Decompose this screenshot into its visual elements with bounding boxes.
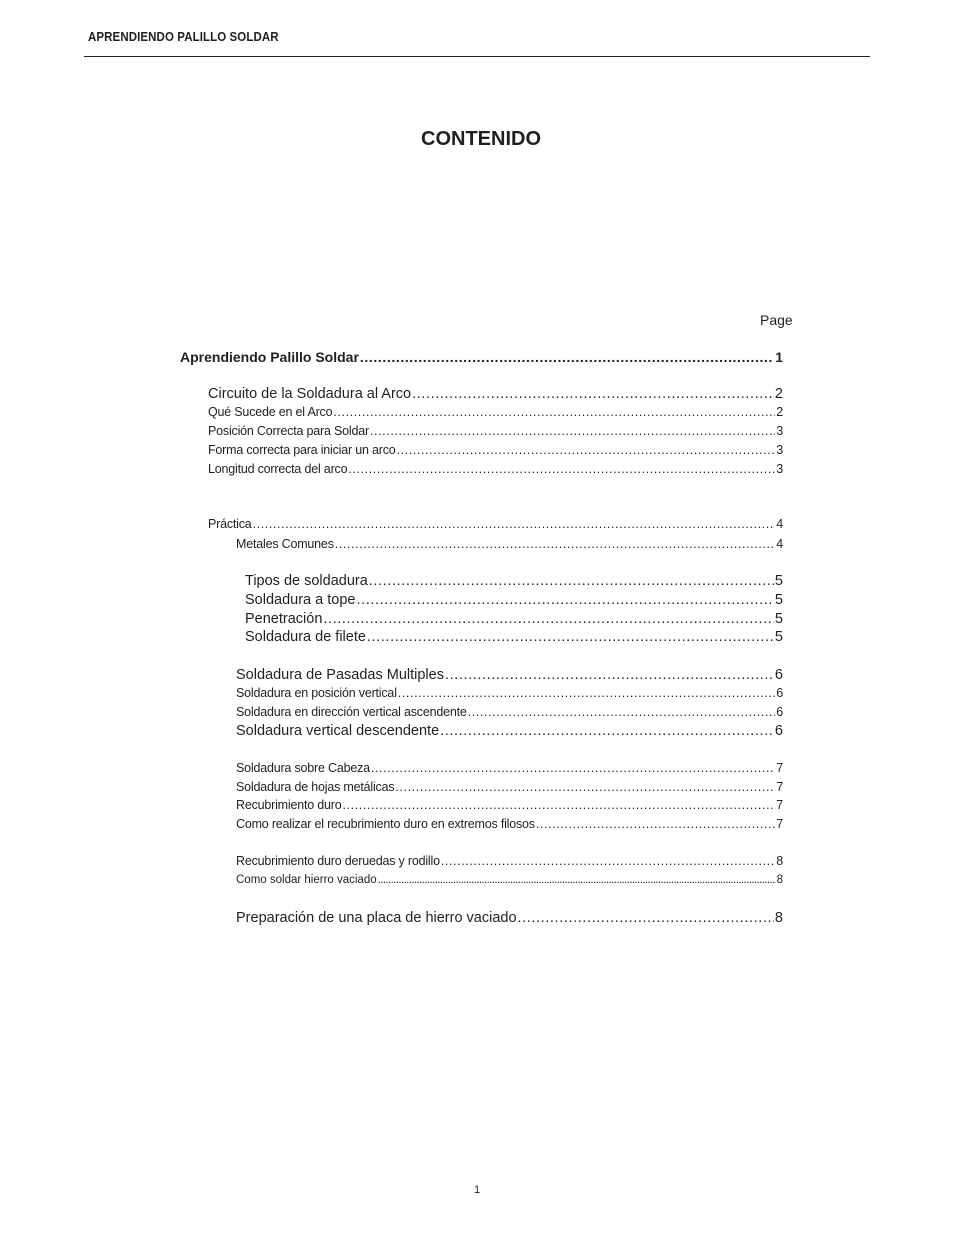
dot-leader bbox=[395, 780, 775, 794]
toc-entry[interactable] bbox=[180, 349, 783, 365]
dot-leader bbox=[398, 686, 775, 700]
toc-entry-label: Recubrimiento duro bbox=[236, 798, 342, 812]
toc-entry-label: Soldadura a tope bbox=[245, 592, 356, 608]
toc-entry[interactable] bbox=[245, 573, 783, 589]
dot-leader bbox=[441, 854, 775, 868]
toc-entry[interactable] bbox=[208, 517, 783, 531]
toc-entry-label: Soldadura vertical descendente bbox=[236, 723, 440, 739]
toc-entry-label: Soldadura de Pasadas Multiples bbox=[236, 667, 444, 683]
toc-entry[interactable] bbox=[236, 667, 783, 683]
toc-entry-label: Penetración bbox=[245, 611, 323, 627]
toc-entry-page: 5 bbox=[774, 629, 783, 645]
toc-entry-page: 6 bbox=[776, 705, 783, 719]
dot-leader bbox=[518, 910, 774, 926]
toc-entry[interactable] bbox=[236, 874, 783, 886]
toc-entry-label: Como soldar hierro vaciado bbox=[236, 874, 377, 886]
toc-entry[interactable] bbox=[236, 817, 783, 831]
toc-entry[interactable] bbox=[245, 611, 783, 627]
toc-entry-page: 3 bbox=[776, 424, 783, 438]
toc-entry-page: 8 bbox=[776, 874, 783, 886]
page-column-label: Page bbox=[760, 312, 793, 328]
footer-page-number: 1 bbox=[473, 1184, 481, 1196]
dot-leader bbox=[468, 705, 776, 719]
toc-entry[interactable] bbox=[236, 723, 783, 739]
toc-entry[interactable] bbox=[236, 798, 783, 812]
toc-entry[interactable] bbox=[208, 462, 783, 476]
toc-entry[interactable] bbox=[236, 780, 783, 794]
toc-entry-page: 5 bbox=[774, 592, 783, 608]
toc-entry-label: Soldadura de hojas metálicas bbox=[236, 780, 395, 794]
dot-leader bbox=[536, 817, 775, 831]
toc-entry[interactable] bbox=[208, 405, 783, 419]
toc-entry-label: Metales Comunes bbox=[236, 537, 334, 551]
toc-entry-label: Soldadura de filete bbox=[245, 629, 366, 645]
dot-leader bbox=[333, 405, 775, 419]
toc-entry[interactable] bbox=[245, 629, 783, 645]
toc-entry-label: Circuito de la Soldadura al Arco bbox=[208, 386, 412, 402]
toc-entry-page: 8 bbox=[776, 854, 783, 868]
dot-leader bbox=[367, 629, 774, 645]
dot-leader bbox=[440, 723, 774, 739]
dot-leader bbox=[371, 761, 775, 775]
toc-entry-page: 7 bbox=[776, 798, 783, 812]
document-title: CONTENIDO bbox=[421, 128, 541, 150]
dot-leader bbox=[348, 462, 775, 476]
toc-entry[interactable] bbox=[236, 910, 783, 926]
toc-entry-page: 5 bbox=[774, 611, 783, 627]
toc-entry-label: Soldadura en dirección vertical ascendente bbox=[236, 705, 467, 719]
toc-entry-label: Recubrimiento duro deruedas y rodillo bbox=[236, 854, 440, 868]
toc-entry-page: 6 bbox=[774, 667, 783, 683]
toc-entry-page: 1 bbox=[775, 349, 783, 365]
toc-entry-label: Posición Correcta para Soldar bbox=[208, 424, 369, 438]
toc-entry-label: Qué Sucede en el Arco bbox=[208, 405, 333, 419]
dot-leader bbox=[412, 386, 774, 402]
toc-entry-label: Aprendiendo Palillo Soldar bbox=[180, 349, 359, 365]
toc-entry[interactable] bbox=[208, 424, 783, 438]
toc-entry-page: 5 bbox=[774, 573, 783, 589]
dot-leader bbox=[356, 592, 773, 608]
toc-entry-page: 4 bbox=[776, 537, 783, 551]
dot-leader bbox=[370, 424, 775, 438]
toc-entry-page: 7 bbox=[776, 761, 783, 775]
dot-leader bbox=[335, 537, 775, 551]
toc-entry-label: Preparación de una placa de hierro vaciado bbox=[236, 910, 517, 926]
toc-entry[interactable] bbox=[208, 443, 783, 457]
toc-entry-page: 3 bbox=[776, 443, 783, 457]
dot-leader bbox=[323, 611, 774, 627]
toc-entry-label: Soldadura sobre Cabeza bbox=[236, 761, 370, 775]
toc-entry-page: 2 bbox=[776, 405, 783, 419]
dot-leader bbox=[378, 874, 776, 886]
toc-entry-label: Tipos de soldadura bbox=[245, 573, 368, 589]
dot-leader bbox=[369, 573, 774, 589]
toc-entry[interactable] bbox=[236, 705, 783, 719]
toc-entry-page: 4 bbox=[776, 517, 783, 531]
toc-entry-label: Práctica bbox=[208, 517, 252, 531]
dot-leader bbox=[253, 517, 776, 531]
dot-leader bbox=[360, 349, 774, 365]
toc-entry-page: 6 bbox=[776, 686, 783, 700]
toc-entry[interactable] bbox=[236, 686, 783, 700]
toc-entry-page: 3 bbox=[776, 462, 783, 476]
toc-entry-label: Soldadura en posición vertical bbox=[236, 686, 397, 700]
toc-entry-page: 7 bbox=[776, 817, 783, 831]
toc-entry-label: Forma correcta para iniciar un arco bbox=[208, 443, 396, 457]
running-header: APRENDIENDO PALILLO SOLDAR bbox=[88, 30, 279, 44]
toc-entry[interactable] bbox=[208, 386, 783, 402]
toc-entry[interactable] bbox=[236, 854, 783, 868]
toc-entry[interactable] bbox=[236, 537, 783, 551]
toc-entry-label: Como realizar el recubrimiento duro en extremos filosos bbox=[236, 817, 535, 831]
toc-entry-page: 8 bbox=[774, 910, 783, 926]
dot-leader bbox=[342, 798, 775, 812]
toc-entry[interactable] bbox=[245, 592, 783, 608]
dot-leader bbox=[445, 667, 774, 683]
toc-entry-label: Longitud correcta del arco bbox=[208, 462, 348, 476]
toc-entry[interactable] bbox=[236, 761, 783, 775]
dot-leader bbox=[397, 443, 776, 457]
toc-entry-page: 7 bbox=[776, 780, 783, 794]
toc-entry-page: 6 bbox=[774, 723, 783, 739]
toc-entry-page: 2 bbox=[774, 386, 783, 402]
header-divider bbox=[84, 56, 870, 57]
